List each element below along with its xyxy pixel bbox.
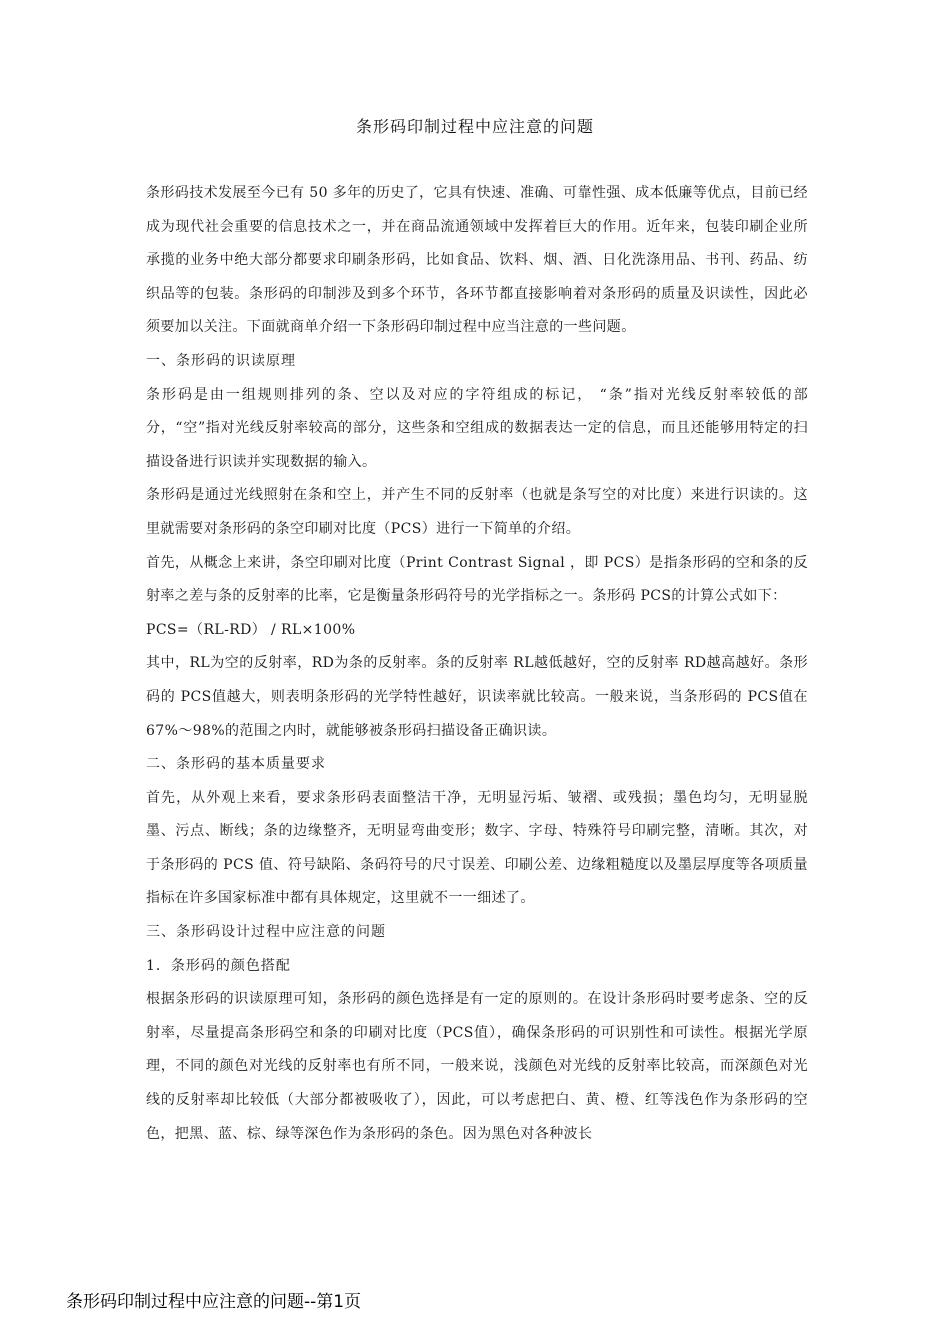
section-heading-3: 三、条形码设计过程中应注意的问题	[146, 924, 386, 941]
document-body	[146, 177, 808, 1151]
paragraph-reflectance: 条形码是通过光线照射在条和空上，并产生不同的反射率（也就是条写空的对比度）来进行识读的。这里就需要对条形码的条空印刷对比度（PCS）进行一下简单的介绍。	[146, 487, 808, 537]
section-heading-1: 一、条形码的识读原理	[146, 352, 296, 369]
subsection-heading-color: 1．条形码的颜色搭配	[146, 957, 291, 974]
paragraph-intro: 条形码技术发展至今已有 50 多年的历史了，它具有快速、准确、可靠性强、成本低廉等优点，目前已经成为现代社会重要的信息技术之一，并在商品流通领域中发挥着巨大的作用。近年来，包装印刷企业所承揽的业务中绝大部分都要求印刷条形码，比如食品、饮料、烟、酒、日化洗涤用品、书刊、药品、纺织品等的包装。条形码的印制涉及到多个环节，各环节都直接影响着对条形码的质量及识读性，因此必须要加以关注。下面就商单介绍一下条形码印制过程中应当注意的一些问题。	[146, 185, 808, 336]
document-title: 条形码印制过程中应注意的问题	[355, 117, 594, 136]
section-heading-2: 二、条形码的基本质量要求	[146, 756, 326, 773]
paragraph-pcs-explanation: 其中，RL为空的反射率，RD为条的反射率。条的反射率 RL越低越好，空的反射率 RD越高越好。条形码的 PCS值越大，则表明条形码的光学特性越好，识读率就比较高。一般来说，当条形码的 PCS值在 67%～98%的范围之内时，就能够被条形码扫描设备正确识读。	[146, 655, 808, 739]
paragraph-barcode-definition: 条形码是由一组规则排列的条、空以及对应的字符组成的标记， “条”指对光线反射率较低的部分，“空”指对光线反射率较高的部分，这些条和空组成的数据表达一定的信息，而且还能够用特定的扫描设备进行识读并实现数据的输入。	[146, 386, 808, 470]
paragraph-pcs-concept: 首先，从概念上来讲，条空印刷对比度（Print Contrast Signal ，即 PCS）是指条形码的空和条的反射率之差与条的反射率的比率，它是衡量条形码符号的光学指标之一。条形码 PCS的计算公式如下：	[146, 554, 808, 605]
paragraph-quality-requirements: 首先，从外观上来看，要求条形码表面整洁干净，无明显污垢、皱褶、或残损；墨色均匀，无明显脱墨、污点、断线；条的边缘整齐，无明显弯曲变形；数字、字母、特殊符号印刷完整，清晰。其次，对于条形码的 PCS 值、符号缺陷、条码符号的尺寸误差、印刷公差、边缘粗糙度以及墨层厚度等各项质量指标在许多国家标准中都有具体规定，这里就不一一细述了。	[146, 789, 808, 907]
page-footer: 条形码印制过程中应注意的问题--第1页	[66, 1292, 362, 1312]
formula-pcs: PCS=（RL-RD） / RL×100%	[146, 621, 356, 638]
paragraph-color-matching: 根据条形码的识读原理可知，条形码的颜色选择是有一定的原则的。在设计条形码时要考虑条、空的反射率，尽量提高条形码空和条的印刷对比度（PCS值），确保条形码的可识别性和可读性。根据光学原理，不同的颜色对光线的反射率也有所不同，一般来说，浅颜色对光线的反射率比较高，而深颜色对光线的反射率却比较低（大部分都被吸收了），因此，可以考虑把白、黄、橙、红等浅色作为条形码的空色，把黑、蓝、棕、绿等深色作为条形码的条色。因为黑色对各种波长	[146, 991, 808, 1142]
